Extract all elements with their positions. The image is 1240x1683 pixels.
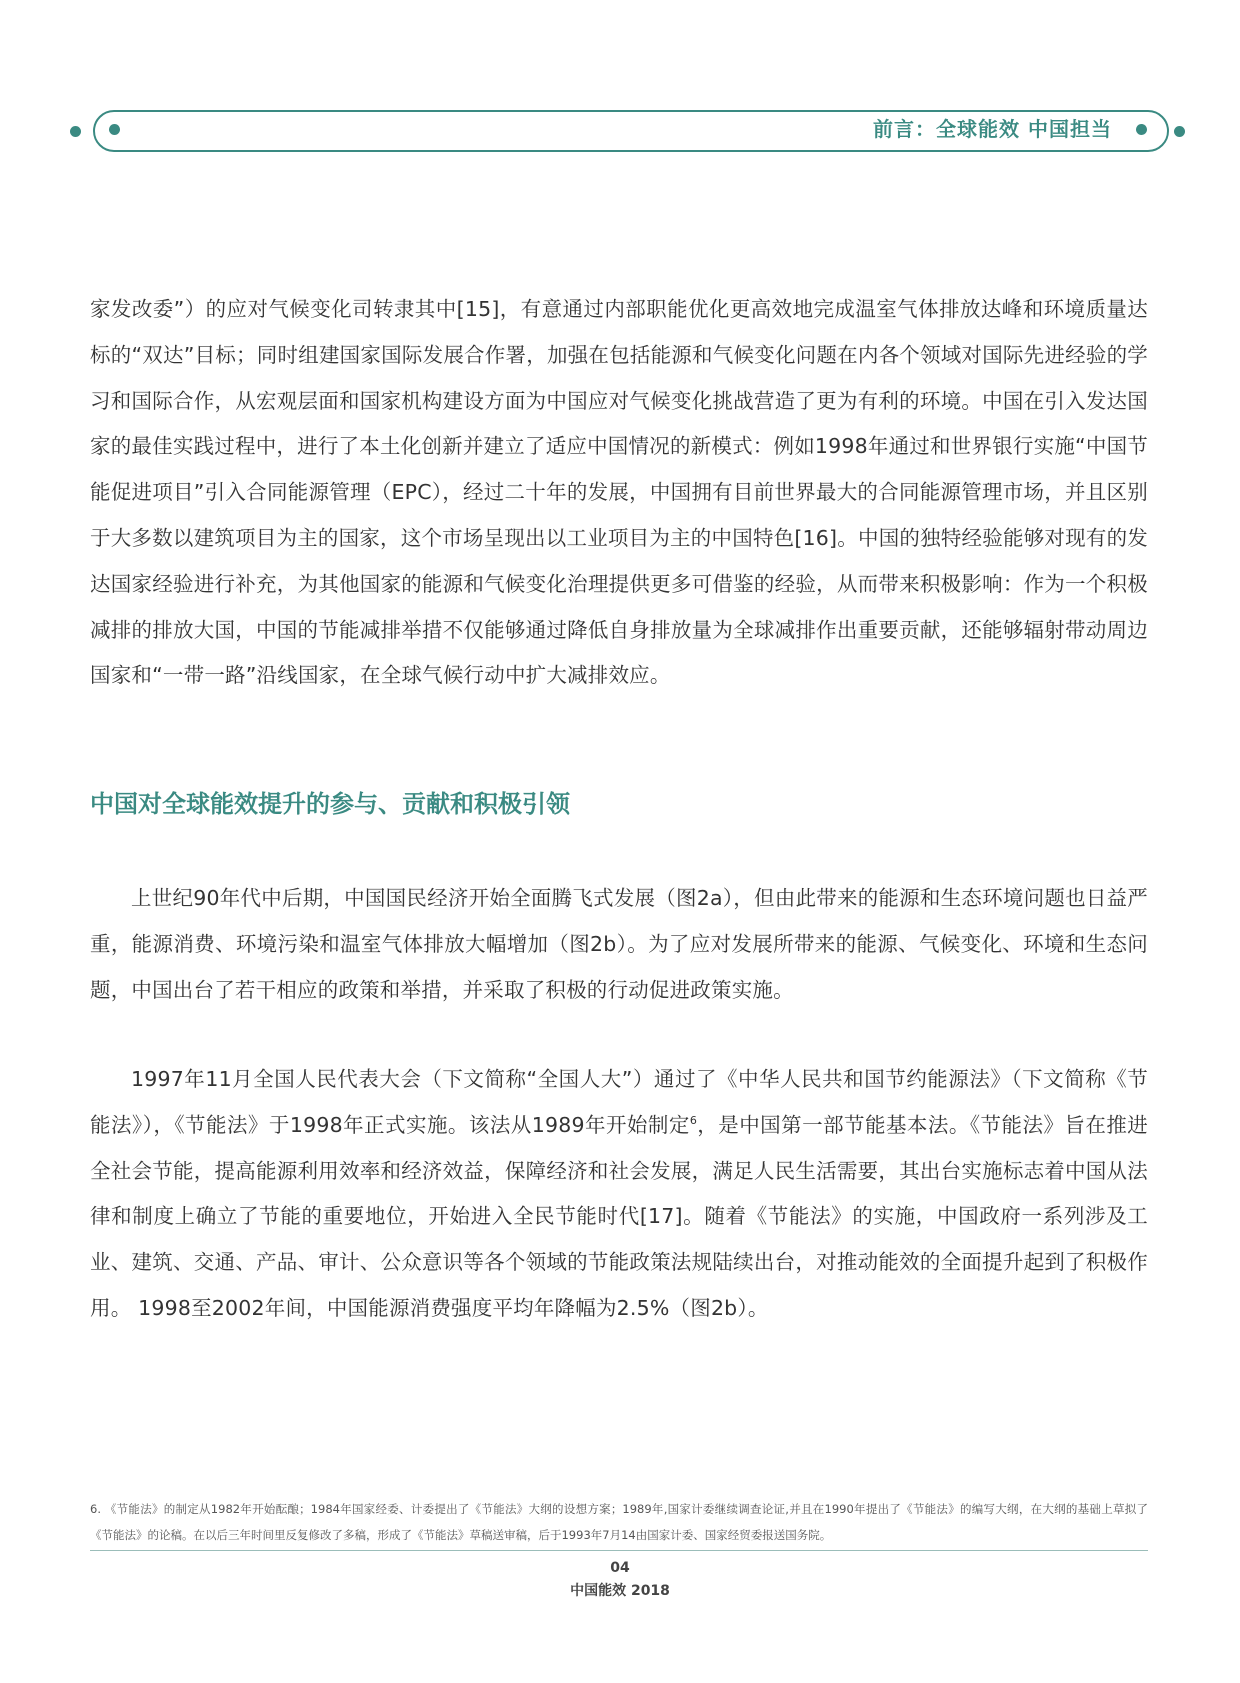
header-right-dot [1174,126,1185,137]
header-left-dot [70,126,81,137]
body-paragraph-3-part2: ，是中国第一部节能基本法。《节能法》旨在推进全社会节能，提高能源利用效率和经济效益，保障经济和社会发展，满足人民生活需要，其出台实施标志着中国从法律和制度上确立了节能的重要地位，开始进入全民节能时代[17]。随着《节能法》的实施，中国政府一系列涉及工业、建筑、交通、产品、审计、公众意识等各个领域的节能政策法规陆续出台，对推动能效的全面提升起到了积极作用。 1998至2002年间，中国能源消费强度平均年降幅为2.5%（图2b）。 [90,1112,1148,1320]
footer-publication-title: 中国能效 2018 [570,1583,670,1599]
section-heading-block [90,787,1148,821]
body-paragraph-1: 家发改委”）的应对气候变化司转隶其中[15]，有意通过内部职能优化更高效地完成温室气体排放达峰和环境质量达标的“双达”目标；同时组建国家国际发展合作署，加强在包括能源和气候变化问题在内各个领域对国际先进经验的学习和国际合作，从宏观层面和国家机构建设方面为中国应对气候变化挑战营造了更为有利的环境。中国在引入发达国家的最佳实践过程中，进行了本土化创新并建立了适应中国情况的新模式：例如1998年通过和世界银行实施“中国节能促进项目”引入合同能源管理（EPC），经过二十年的发展，中国拥有目前世界最大的合同能源管理市场，并且区别于大多数以建筑项目为主的国家，这个市场呈现出以工业项目为主的中国特色[16]。中国的独特经验能够对现有的发达国家经验进行补充，为其他国家的能源和气候变化治理提供更多可借鉴的经验，从而带来积极影响：作为一个积极减排的排放大国，中国的节能减排举措不仅能够通过降低自身排放量为全球减排作出重要贡献，还能够辐射带动周边国家和“一带一路”沿线国家，在全球气候行动中扩大减排效应。 [90,297,1148,688]
footer-divider [90,1550,1148,1551]
body-paragraph-3 [90,1057,1148,1332]
body-paragraph-2: 上世纪90年代中后期，中国国民经济开始全面腾飞式发展（图2a），但由此带来的能源和生态环境问题也日益严重，能源消费、环境污染和温室气体排放大幅增加（图2b）。为了应对发展所带来的能源、气候变化、环境和生态问题，中国出台了若干相应的政策和举措，并采取了积极的行动促进政策实施。 [90,886,1148,1002]
footnote-reference-6: 6 [689,1113,698,1127]
page-number: 04 [610,1560,630,1576]
page-header [0,0,1240,190]
header-pill-left-dot [109,124,120,135]
body-paragraph-1-block [90,287,1148,699]
section-heading: 中国对全球能效提升的参与、贡献和积极引领 [90,790,570,818]
footnote-6: 6. 《节能法》的制定从1982年开始酝酿；1984年国家经委、计委提出了《节能法》大纲的设想方案；1989年,国家计委继续调查论证,并且在1990年提出了《节能法》的编写大纲，在大纲的基础上草拟了《节能法》的论稿。在以后三年时间里反复修改了多稿，形成了《节能法》草稿送审稿，后于1993年7月14由国家计委、国家经贸委报送国务院。 [90,1502,1148,1542]
body-paragraph-2-block [90,876,1148,1013]
body-paragraph-3-part1: 1997年11月全国人民代表大会（下文简称“全国人大”）通过了《中华人民共和国节约能源法》（下文简称《节能法》），《节能法》于1998年正式实施。该法从1989年开始制定 [90,1067,1148,1137]
body-paragraph-3-block [90,1057,1148,1332]
header-title: 前言：全球能效 中国担当 [873,117,1112,141]
header-pill-right-dot [1136,124,1147,135]
